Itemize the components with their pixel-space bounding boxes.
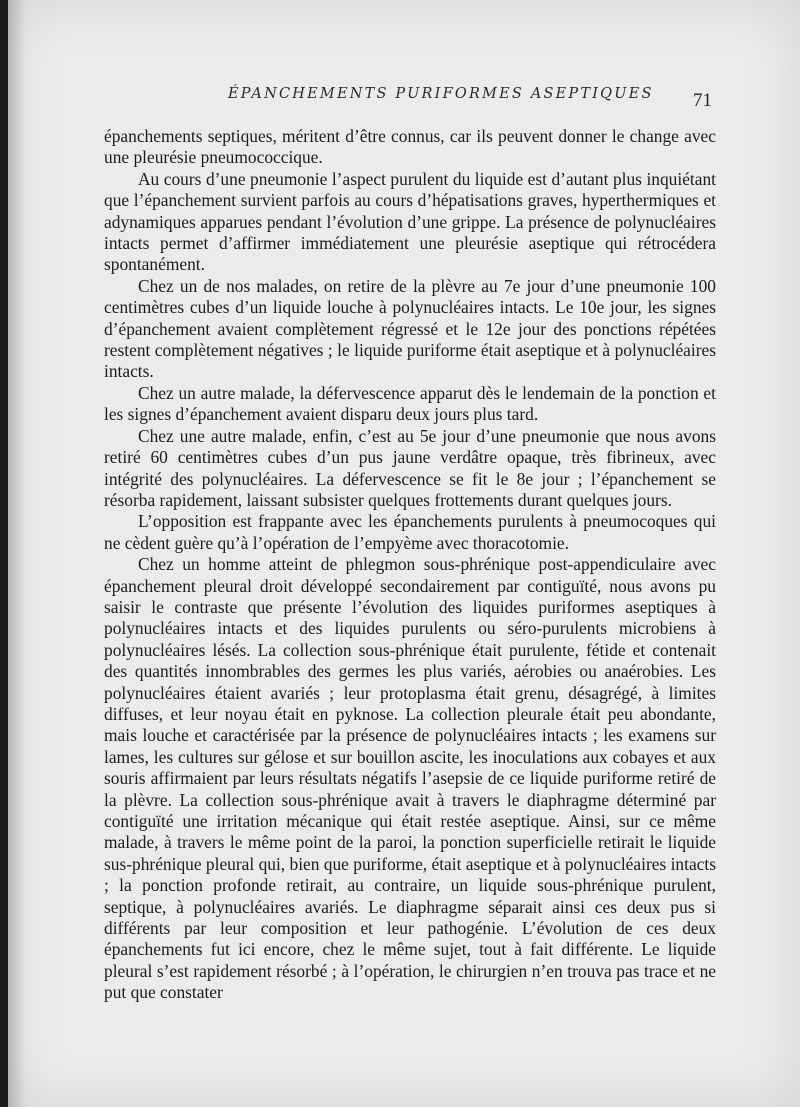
paragraph-3: Chez un de nos malades, on retire de la plèvre au 7e jour d’une pneumonie 100 centimètres cubes d’un liquide louche à polynucléaires intacts. Le 10e jour, les signes d’épanchement avaient complètement régressé et le 12e jour des ponctions répétées restent complètement négatives ; le liquide puriforme était aseptique et à polynucléaires intacts. [104,275,716,382]
paragraph-5: Chez une autre malade, enfin, c’est au 5e jour d’une pneumonie que nous avons retiré 60 centimètres cubes d’un pus jaune verdâtre opaque, très fibrineux, avec intégrité des polynucléaires. La défervescence se fit le 8e jour ; l’épanchement se résorba rapidement, laissant subsister quelques frottements durant quelques jours. [104,425,716,510]
running-title: ÉPANCHEMENTS PURIFORMES ASEPTIQUES [228,86,654,102]
paragraph-2: Au cours d’une pneumonie l’aspect purulent du liquide est d’autant plus inquiétant que l’épanchement survient parfois au cours d’hépatisations graves, hyperthermiques et adynamiques apparues pendant l’évolution d’une grippe. La présence de polynucléaires intacts permet d’affirmer immédiatement une pleurésie aseptique qui rétrocédera spontanément. [104,168,716,275]
page-header [8,86,800,116]
page-gutter-shadow [8,0,26,1107]
body-text [104,126,716,1004]
book-page [8,0,800,1107]
paragraph-4: Chez un autre malade, la défervescence apparut dès le lendemain de la ponction et les signes d’épanchement avaient disparu deux jours plus tard. [104,382,716,425]
page-number: 71 [693,90,712,111]
paragraph-6: L’opposition est frappante avec les épanchements purulents à pneumocoques qui ne cèdent guère qu’à l’opération de l’empyème avec thoracotomie. [104,511,716,553]
paragraph-1: épanchements septiques, méritent d’être connus, car ils peuvent donner le change avec une pleurésie pneumococcique. [104,126,716,168]
paragraph-7: Chez un homme atteint de phlegmon sous-phrénique post-appendiculaire avec épanchement pleural droit développé secondairement par contiguïté, nous avons pu saisir le contraste que présente l’évolution des liquides puriformes aseptiques à polynucléaires intacts et des liquides purulents ou séro-purulents microbiens à polynucléaires lésés. La collection sous-phrénique était purulente, fétide et contenait des quantités innombrables des germes les plus variés, aérobies ou anaérobies. Les polynucléaires étaient avariés ; leur protoplasma était grenu, désagrégé, à limites diffuses, et leur noyau était en pyknose. La collection pleurale était peu abondante, mais louche et caractérisée par la présence de polynucléaires intacts ; les examens sur lames, les cultures sur gélose et sur bouillon ascite, les inoculations aux cobayes et aux souris affirmaient par leurs résultats négatifs l’asepsie de ce liquide puriforme retiré de la plèvre. La collection sous-phrénique avait à travers le diaphragme déterminé par contiguïté une irritation mécanique qui était restée aseptique. Ainsi, sur ce même malade, à travers le même point de la paroi, la ponction superficielle retirait le liquide sus-phrénique pleural qui, bien que puriforme, était aseptique et à polynucléaires intacts ; la ponction profonde retirait, au contraire, un liquide sous-phrénique purulent, septique, à polynucléaires avariés. Le diaphragme séparait ainsi ces deux pus si différents par leur composition et leur pathogénie. L’évolution de ces deux épanchements fut ici encore, chez le même sujet, tout à fait différente. Le liquide pleural s’est rapidement résorbé ; à l’opération, le chirurgien n’en trouva pas trace et ne put que constater [104,554,716,1003]
